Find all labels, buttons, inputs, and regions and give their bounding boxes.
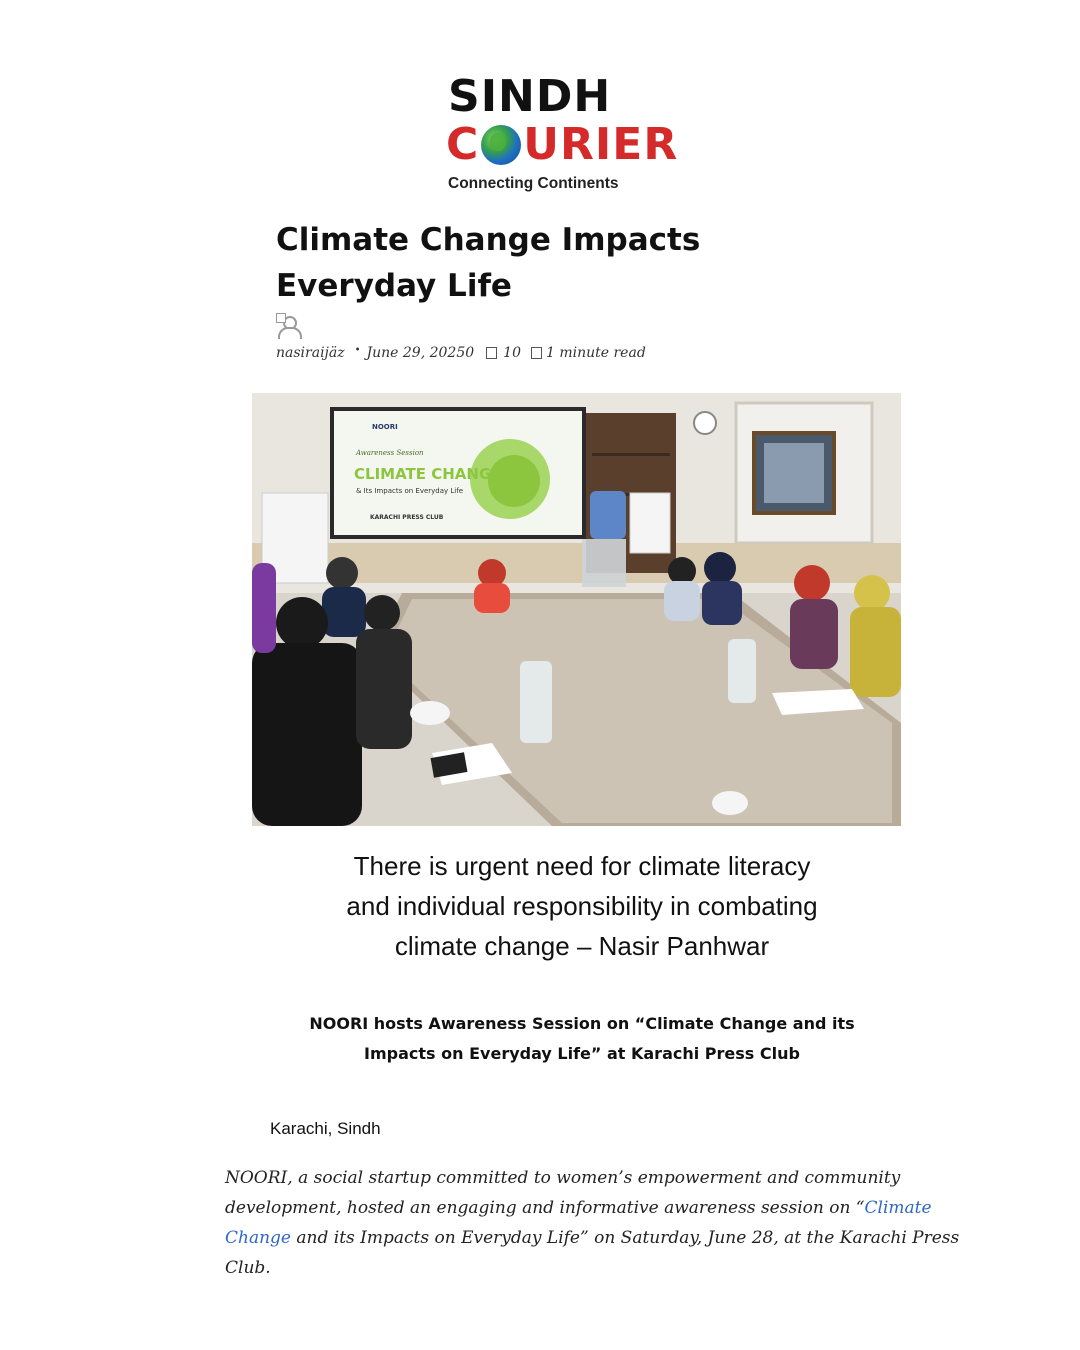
publish-date: June 29, 20250 <box>366 345 475 361</box>
article-subhead: NOORI hosts Awareness Session on “Climate Change and its Impacts on Everyday Life” at Karachi Press Club <box>309 1014 855 1063</box>
comment-icon <box>486 347 497 359</box>
article-dateline: Karachi, Sindh <box>270 1119 381 1138</box>
comment-count[interactable]: 10 <box>503 345 521 361</box>
article-title: Climate Change Impacts Everyday Life <box>276 222 701 304</box>
broken-image-icon <box>276 313 286 323</box>
masthead-courier <box>446 120 678 170</box>
article-meta <box>276 345 646 361</box>
masthead-tagline: Connecting Continents <box>448 175 619 192</box>
climate-change-link[interactable]: Climate Change <box>225 1198 932 1248</box>
read-time: 1 minute read <box>545 345 646 361</box>
article-photo <box>252 393 901 826</box>
article-paragraph <box>225 1163 985 1283</box>
author-avatar-icon[interactable] <box>276 313 300 337</box>
clock-icon <box>531 347 542 359</box>
screen-venue: KARACHI PRESS CLUB <box>370 514 444 521</box>
screen-heading-small: Awareness Session <box>356 449 424 457</box>
globe-icon <box>481 125 521 165</box>
masthead-courier-rest: URIER <box>523 119 679 170</box>
screen-subheading: & Its Impacts on Everyday Life <box>356 487 463 495</box>
masthead-logo[interactable] <box>446 71 726 204</box>
masthead-sindh: SINDH <box>448 71 612 122</box>
event-photo-illustration <box>252 393 901 826</box>
masthead-courier-c: C <box>446 119 480 170</box>
meta-separator: • <box>354 344 361 356</box>
avatar-body <box>278 327 302 339</box>
paragraph-text-before: NOORI, a social startup committed to women’s empowerment and community development, hosted an engaging and informative awareness session on “ <box>225 1168 901 1218</box>
screen-logo-text: NOORI <box>372 423 398 431</box>
paragraph-text-after: and its Impacts on Everyday Life” on Saturday, June 28, at the Karachi Press Club. <box>225 1228 960 1278</box>
pull-quote: There is urgent need for climate literacy and individual responsibility in combating climate change – Nasir Panhwar <box>346 851 818 961</box>
screen-heading: CLIMATE CHANGE <box>354 465 502 483</box>
author-link[interactable]: nasiraijäz <box>276 345 345 361</box>
